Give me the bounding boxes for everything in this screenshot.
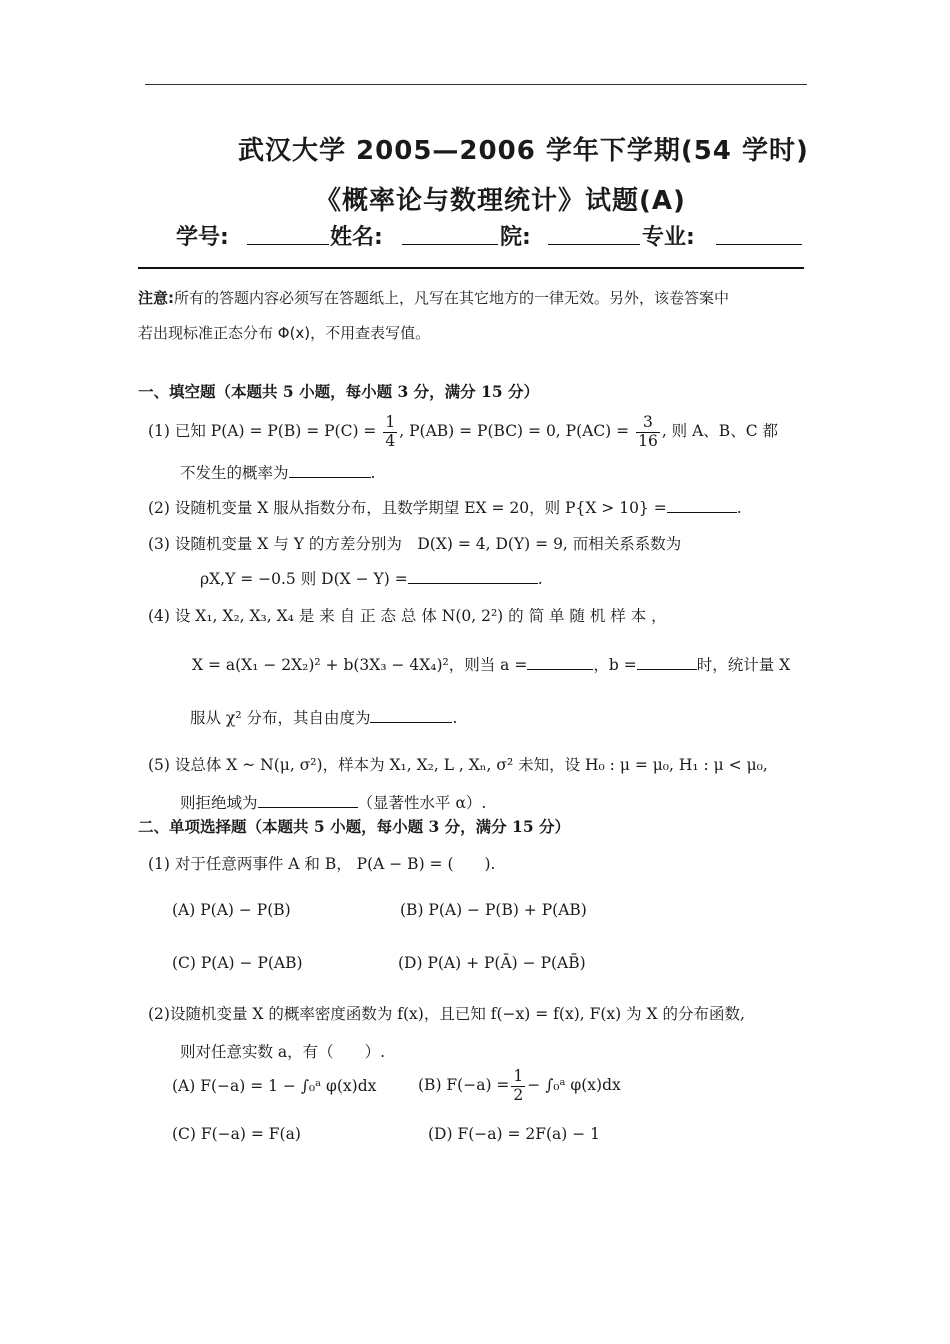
s1q2-answer-blank[interactable]: [667, 498, 737, 513]
s1q5-answer-blank[interactable]: [258, 793, 358, 808]
major-label: 专业:: [642, 225, 695, 250]
s2q2-optb-prefix: (B) F(−a) =: [418, 1076, 510, 1094]
s2q2-optb-suffix: − ∫₀ᵃ φ(x)dx: [527, 1076, 621, 1094]
s2q2-optb-fraction: [511, 1068, 525, 1104]
s2q2-option-b[interactable]: [418, 1068, 621, 1104]
s1-question4-line2: [192, 653, 790, 675]
s2q2-option-d[interactable]: (D) F(−a) = 2F(a) − 1: [428, 1125, 601, 1143]
s1q4-a-blank[interactable]: [527, 655, 593, 670]
s1q3-line2-text: ρX,Y = −0.5 则 D(X − Y) =: [200, 570, 408, 588]
s1q1-frac2-num: 3: [636, 414, 660, 433]
major-blank[interactable]: [716, 244, 802, 245]
s2-question2-line2: 则对任意实数 a，有（ ）.: [180, 1043, 386, 1061]
notice-label: 注意:: [138, 289, 174, 307]
s2q1-option-c[interactable]: (C) P(A) − P(AB): [172, 954, 303, 972]
name-label: 姓名:: [330, 225, 383, 250]
s1-question2: (2) 设随机变量 X 服从指数分布，且数学期望 EX = 20，则 P{X > 10} = .: [148, 499, 742, 517]
s1q4-line3-text: 服从 χ² 分布，其自由度为: [190, 709, 371, 727]
s1-question3: (3) 设随机变量 X 与 Y 的方差分别为 D(X) = 4, D(Y) = 9, 而相关系系数为: [148, 535, 682, 553]
header-divider: [138, 267, 804, 269]
school-label: 院:: [500, 225, 531, 250]
s1-question1: [148, 414, 778, 450]
s1-question4-line3: 服从 χ² 分布，其自由度为 .: [190, 709, 458, 727]
s2q1-option-b[interactable]: (B) P(A) − P(B) + P(AB): [400, 901, 587, 919]
section2-title: 二、单项选择题（本题共 5 小题，每小题 3 分，满分 15 分）: [138, 817, 571, 836]
s1-question5: (5) 设总体 X ~ N(μ, σ²)，样本为 X₁, X₂, L , Xₙ, σ² 未知，设 H₀ : μ = μ₀, H₁ : μ < μ₀,: [148, 756, 768, 774]
s2q2-option-c[interactable]: (C) F(−a) = F(a): [172, 1125, 301, 1143]
s1q4-part-a: X = a(X₁ − 2X₂)² + b(3X₃ − 4X₄)²，则当 a =: [192, 656, 528, 674]
student-id-blank[interactable]: [247, 244, 329, 245]
s2q2-option-a[interactable]: (A) F(−a) = 1 − ∫₀ᵃ φ(x)dx: [172, 1077, 377, 1095]
s1-question1-line2: 不发生的概率为 .: [180, 464, 376, 482]
s1q1-suffix: , 则 A、B、C 都: [661, 422, 778, 440]
s1q1-answer-blank[interactable]: [289, 463, 371, 478]
s1q5-part-a: 则拒绝域为: [180, 794, 258, 812]
s2-question1: (1) 对于任意两事件 A 和 B， P(A − B) = ( ).: [148, 855, 496, 873]
s1q4-part-b: ，b =: [593, 656, 637, 674]
s1q4-dof-blank[interactable]: [370, 708, 452, 723]
s1q1-fraction1: [383, 414, 397, 450]
s1q1-prefix: (1) 已知 P(A) = P(B) = P(C) =: [148, 422, 377, 440]
student-id-label: 学号:: [176, 225, 229, 250]
s1q4-b-blank[interactable]: [637, 655, 697, 670]
s2q1-option-d[interactable]: (D) P(A) + P(Ā) − P(AB̄): [398, 954, 586, 972]
name-blank[interactable]: [402, 244, 498, 245]
s2q2-optb-num: 1: [513, 1067, 524, 1085]
s1q1-mid: , P(AB) = P(BC) = 0, P(AC) =: [399, 422, 630, 440]
exam-title: 武汉大学 2005—2006 学年下学期(54 学时): [238, 136, 809, 166]
s1-question3-line2: ρX,Y = −0.5 则 D(X − Y) = .: [200, 570, 543, 588]
notice-line1: [138, 287, 729, 308]
s1q1-frac2-den: 16: [638, 431, 658, 450]
exam-subtitle: 《概率论与数理统计》试题(A): [315, 186, 686, 216]
s1q3-answer-blank[interactable]: [408, 569, 538, 584]
s1q1-fraction2: [636, 414, 660, 450]
section1-title: 一、填空题（本题共 5 小题，每小题 3 分，满分 15 分）: [138, 382, 540, 401]
s1-question5-line2: [180, 791, 486, 813]
notice-line2: 若出现标准正态分布 Φ(x)，不用查表写值。: [138, 324, 431, 342]
s2q2-optb-den: 2: [513, 1085, 524, 1104]
s1q5-part-b: （显著性水平 α）.: [357, 794, 487, 812]
top-rule: [145, 84, 807, 85]
s1q1-line2-text: 不发生的概率为: [180, 464, 289, 482]
s2-question2: (2)设随机变量 X 的概率密度函数为 f(x)，且已知 f(−x) = f(x), F(x) 为 X 的分布函数,: [148, 1005, 745, 1023]
notice-text1: 所有的答题内容必须写在答题纸上，凡写在其它地方的一律无效。另外，该卷答案中: [174, 289, 730, 307]
s1q1-frac1-den: 4: [385, 431, 396, 450]
s1-question4: (4) 设 X₁, X₂, X₃, X₄ 是 来 自 正 态 总 体 N(0, 2²) 的 简 单 随 机 样 本 ，: [148, 607, 667, 625]
s1q4-part-c: 时，统计量 X: [696, 656, 791, 674]
s1q2-text: (2) 设随机变量 X 服从指数分布，且数学期望 EX = 20，则 P{X > 10} =: [148, 499, 667, 517]
school-blank[interactable]: [548, 244, 640, 245]
s2q1-option-a[interactable]: (A) P(A) − P(B): [172, 901, 291, 919]
s1q1-frac1-num: 1: [385, 413, 396, 431]
